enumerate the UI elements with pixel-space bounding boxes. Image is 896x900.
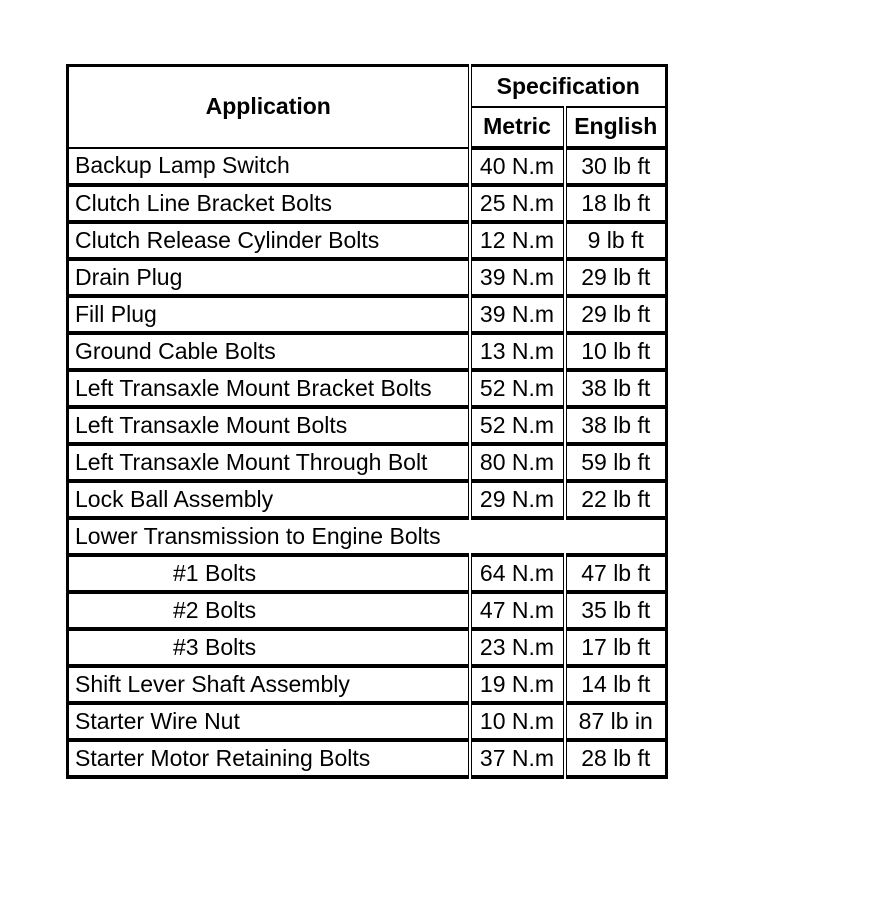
english-value-cell: 29 lb ft (565, 259, 667, 296)
application-cell: Starter Motor Retaining Bolts (68, 740, 470, 777)
english-value-cell: 29 lb ft (565, 296, 667, 333)
metric-value-cell: 23 N.m (470, 629, 565, 666)
application-cell: Ground Cable Bolts (68, 333, 470, 370)
english-value-cell: 9 lb ft (565, 222, 667, 259)
english-value-cell: 38 lb ft (565, 407, 667, 444)
english-value-cell: 47 lb ft (565, 555, 667, 592)
table-row (68, 296, 667, 333)
table-row (68, 703, 667, 740)
table-header (68, 66, 667, 148)
metric-value-cell: 12 N.m (470, 222, 565, 259)
table-body (68, 148, 667, 777)
table-row (68, 222, 667, 259)
metric-value-cell: 40 N.m (470, 148, 565, 185)
table-group-row (68, 518, 667, 555)
english-value-cell: 35 lb ft (565, 592, 667, 629)
application-column-header: Application (68, 66, 470, 148)
application-cell: Left Transaxle Mount Bracket Bolts (68, 370, 470, 407)
table-row (68, 740, 667, 777)
english-value-cell: 38 lb ft (565, 370, 667, 407)
application-cell: Lock Ball Assembly (68, 481, 470, 518)
application-cell: Fill Plug (68, 296, 470, 333)
table-row (68, 481, 667, 518)
metric-value-cell: 64 N.m (470, 555, 565, 592)
specification-column-header: Specification (470, 66, 667, 107)
application-cell: Drain Plug (68, 259, 470, 296)
application-cell: Lower Transmission to Engine Bolts (68, 518, 667, 555)
english-value-cell: 10 lb ft (565, 333, 667, 370)
table-row (68, 185, 667, 222)
metric-value-cell: 52 N.m (470, 370, 565, 407)
metric-value-cell: 47 N.m (470, 592, 565, 629)
metric-value-cell: 37 N.m (470, 740, 565, 777)
metric-value-cell: 13 N.m (470, 333, 565, 370)
application-cell: Left Transaxle Mount Through Bolt (68, 444, 470, 481)
english-value-cell: 22 lb ft (565, 481, 667, 518)
metric-value-cell: 29 N.m (470, 481, 565, 518)
english-value-cell: 59 lb ft (565, 444, 667, 481)
application-cell: #3 Bolts (68, 629, 470, 666)
table-row (68, 259, 667, 296)
metric-value-cell: 19 N.m (470, 666, 565, 703)
metric-value-cell: 80 N.m (470, 444, 565, 481)
table-row (68, 629, 667, 666)
metric-value-cell: 39 N.m (470, 296, 565, 333)
table-row (68, 370, 667, 407)
english-value-cell: 14 lb ft (565, 666, 667, 703)
application-cell: #2 Bolts (68, 592, 470, 629)
application-cell: Shift Lever Shaft Assembly (68, 666, 470, 703)
metric-value-cell: 52 N.m (470, 407, 565, 444)
table-row (68, 592, 667, 629)
table-row (68, 666, 667, 703)
table-row (68, 444, 667, 481)
application-cell: Clutch Line Bracket Bolts (68, 185, 470, 222)
application-cell: Left Transaxle Mount Bolts (68, 407, 470, 444)
english-value-cell: 28 lb ft (565, 740, 667, 777)
metric-value-cell: 39 N.m (470, 259, 565, 296)
application-cell: #1 Bolts (68, 555, 470, 592)
application-cell: Starter Wire Nut (68, 703, 470, 740)
application-cell: Backup Lamp Switch (68, 148, 470, 185)
metric-column-header: Metric (470, 107, 565, 148)
english-value-cell: 17 lb ft (565, 629, 667, 666)
english-value-cell: 30 lb ft (565, 148, 667, 185)
english-value-cell: 87 lb in (565, 703, 667, 740)
table-row (68, 555, 667, 592)
english-value-cell: 18 lb ft (565, 185, 667, 222)
application-cell: Clutch Release Cylinder Bolts (68, 222, 470, 259)
metric-value-cell: 25 N.m (470, 185, 565, 222)
fastener-specification-table (66, 64, 668, 779)
metric-value-cell: 10 N.m (470, 703, 565, 740)
table-row (68, 333, 667, 370)
english-column-header: English (565, 107, 667, 148)
table-row (68, 407, 667, 444)
table-row (68, 148, 667, 185)
